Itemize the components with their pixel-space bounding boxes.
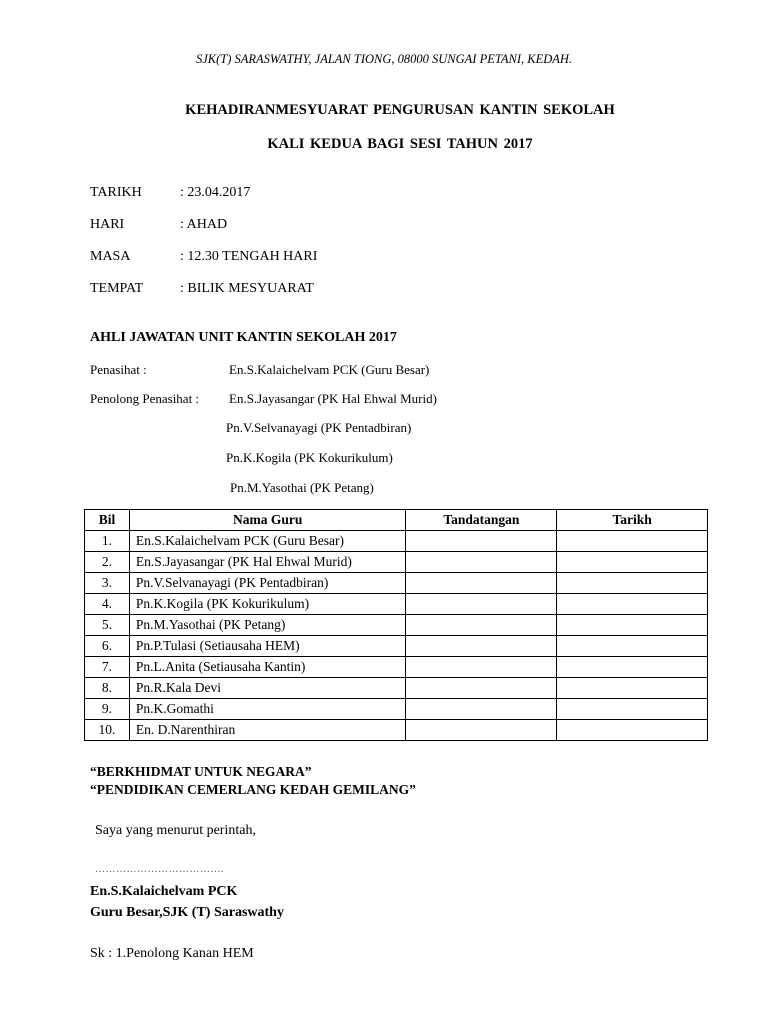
table-row — [85, 636, 708, 657]
teacher-name: Pn.P.Tulasi (Setiausaha HEM) — [129, 636, 406, 657]
signature-cell[interactable] — [406, 594, 557, 615]
penasihat-name: En.S.Kalaichelvam PCK (Guru Besar) — [229, 362, 430, 377]
penolong-name: En.S.Jayasangar (PK Hal Ehwal Murid) — [229, 391, 437, 406]
col-header-nama-guru: Nama Guru — [129, 510, 406, 531]
table-row — [85, 552, 708, 573]
committee-heading: AHLI JAWATAN UNIT KANTIN SEKOLAH 2017 — [90, 330, 397, 345]
col-header-tarikh: Tarikh — [557, 510, 708, 531]
penasihat-label: Penasihat : — [90, 362, 147, 377]
signature-cell[interactable] — [406, 573, 557, 594]
table-row — [85, 678, 708, 699]
document-subtitle: KALI KEDUA BAGI SESI TAHUN 2017 — [267, 136, 533, 152]
teacher-name: Pn.K.Gomathi — [129, 699, 406, 720]
date-cell[interactable] — [557, 552, 708, 573]
motto-line-2: “PENDIDIKAN CEMERLANG KEDAH GEMILANG” — [90, 782, 416, 797]
date-cell[interactable] — [557, 531, 708, 552]
closing-text: Saya yang menurut perintah, — [95, 823, 256, 838]
date-cell[interactable] — [557, 636, 708, 657]
signature-cell[interactable] — [406, 678, 557, 699]
date-cell[interactable] — [557, 657, 708, 678]
table-row — [85, 657, 708, 678]
signature-cell[interactable] — [406, 720, 557, 741]
school-address: SJK(T) SARASWATHY, JALAN TIONG, 08000 SUNGAI PETANI, KEDAH. — [195, 52, 573, 66]
teacher-name: Pn.L.Anita (Setiausaha Kantin) — [129, 657, 406, 678]
teacher-name: En. D.Narenthiran — [129, 720, 406, 741]
row-number: 6. — [85, 636, 130, 657]
signature-cell[interactable] — [406, 636, 557, 657]
col-header-tandatangan: Tandatangan — [406, 510, 557, 531]
hari-label: HARI — [90, 217, 125, 232]
date-cell[interactable] — [557, 678, 708, 699]
masa-value: : 12.30 TENGAH HARI — [180, 249, 318, 264]
signer-name: En.S.Kalaichelvam PCK — [90, 884, 238, 899]
teacher-name: En.S.Kalaichelvam PCK (Guru Besar) — [129, 531, 406, 552]
masa-label: MASA — [90, 249, 131, 264]
tarikh-value: : 23.04.2017 — [180, 185, 251, 200]
row-number: 7. — [85, 657, 130, 678]
carbon-copy: Sk : 1.Penolong Kanan HEM — [90, 946, 254, 961]
penolong-label: Penolong Penasihat : — [90, 391, 200, 406]
teacher-name: En.S.Jayasangar (PK Hal Ehwal Murid) — [129, 552, 406, 573]
penolong-name: Pn.V.Selvanayagi (PK Pentadbiran) — [226, 420, 412, 435]
signer-title: Guru Besar,SJK (T) Saraswathy — [90, 905, 284, 920]
teacher-name: Pn.V.Selvanayagi (PK Pentadbiran) — [129, 573, 406, 594]
date-cell[interactable] — [557, 720, 708, 741]
signature-cell[interactable] — [406, 531, 557, 552]
row-number: 3. — [85, 573, 130, 594]
teacher-name: Pn.K.Kogila (PK Kokurikulum) — [129, 594, 406, 615]
table-row — [85, 699, 708, 720]
date-cell[interactable] — [557, 594, 708, 615]
table-row — [85, 531, 708, 552]
row-number: 1. — [85, 531, 130, 552]
tempat-label: TEMPAT — [90, 281, 144, 296]
row-number: 4. — [85, 594, 130, 615]
signature-cell[interactable] — [406, 615, 557, 636]
row-number: 10. — [85, 720, 130, 741]
date-cell[interactable] — [557, 573, 708, 594]
teacher-name: Pn.R.Kala Devi — [129, 678, 406, 699]
row-number: 2. — [85, 552, 130, 573]
row-number: 8. — [85, 678, 130, 699]
table-header-row — [85, 510, 708, 531]
row-number: 9. — [85, 699, 130, 720]
table-row — [85, 720, 708, 741]
table-row — [85, 573, 708, 594]
teacher-name: Pn.M.Yasothai (PK Petang) — [129, 615, 406, 636]
col-header-bil: Bil — [85, 510, 130, 531]
date-cell[interactable] — [557, 615, 708, 636]
signature-cell[interactable] — [406, 657, 557, 678]
tempat-value: : BILIK MESYUARAT — [180, 281, 314, 296]
signature-line: ………………………………. — [95, 864, 224, 875]
document-title: KEHADIRANMESYUARAT PENGURUSAN KANTIN SEKOLAH — [185, 102, 615, 118]
row-number: 5. — [85, 615, 130, 636]
table-row — [85, 615, 708, 636]
tarikh-label: TARIKH — [90, 185, 142, 200]
penolong-name: Pn.M.Yasothai (PK Petang) — [230, 480, 374, 495]
signature-cell[interactable] — [406, 699, 557, 720]
signature-cell[interactable] — [406, 552, 557, 573]
motto-line-1: “BERKHIDMAT UNTUK NEGARA” — [90, 764, 312, 779]
penolong-name: Pn.K.Kogila (PK Kokurikulum) — [226, 450, 393, 465]
hari-value: : AHAD — [180, 217, 228, 232]
date-cell[interactable] — [557, 699, 708, 720]
attendance-table — [84, 509, 708, 741]
table-row — [85, 594, 708, 615]
